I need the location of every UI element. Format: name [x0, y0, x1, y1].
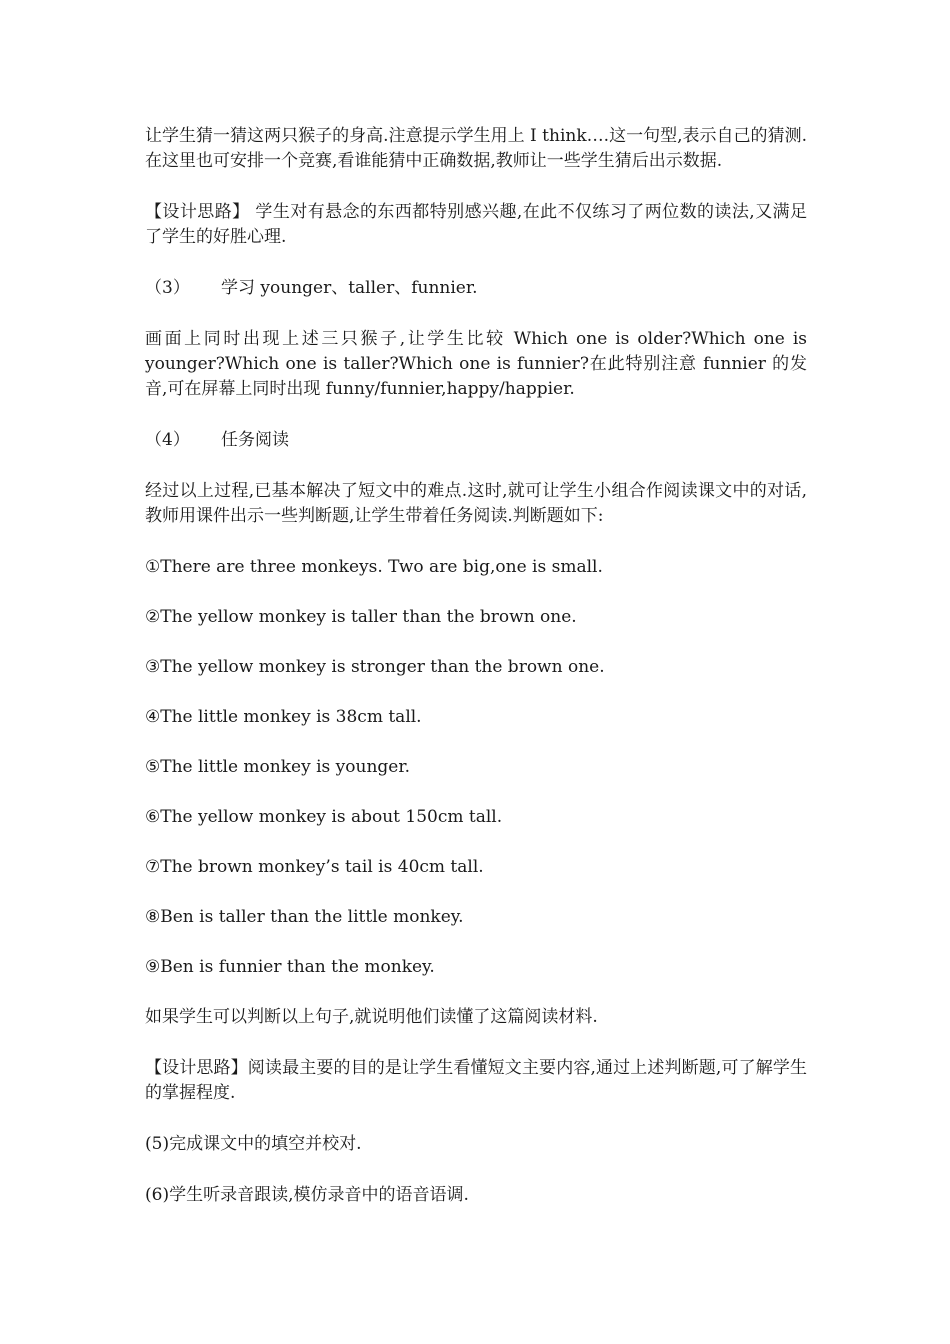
list-item: ⑤The little monkey is younger. [145, 757, 411, 777]
list-item: ⑦The brown monkey’s tail is 40cm tall. [145, 857, 484, 877]
section-heading-3 [145, 276, 807, 301]
section-heading-4 [145, 428, 807, 453]
document-page [145, 124, 807, 1234]
list-item: ④The little monkey is 38cm tall. [145, 707, 422, 727]
paragraph-design-idea-1: 【设计思路】 学生对有悬念的东西都特别感兴趣,在此不仅练习了两位数的读法,又满足了学生的好胜心理. [145, 202, 807, 247]
paragraph-guess-height: 让学生猜一猜这两只猴子的身高.注意提示学生用上 I think….这一句型,表示自己的猜测.在这里也可安排一个竞赛,看谁能猜中正确数据,教师让一些学生猜后出示数据. [145, 126, 807, 171]
list-item: ②The yellow monkey is taller than the brown one. [145, 607, 577, 627]
section-title-3: 学习 younger、taller、funnier. [221, 278, 478, 298]
paragraph-task-reading: 经过以上过程,已基本解决了短文中的难点.这时,就可让学生小组合作阅读课文中的对话,教师用课件出示一些判断题,让学生带着任务阅读.判断题如下: [145, 481, 807, 526]
list-item: ⑥The yellow monkey is about 150cm tall. [145, 807, 503, 827]
paragraph-step-5: (5)完成课文中的填空并校对. [145, 1134, 362, 1154]
section-number-3: （3） [145, 278, 190, 298]
list-item: ⑨Ben is funnier than the monkey. [145, 957, 435, 977]
section-title-4: 任务阅读 [221, 430, 289, 450]
paragraph-step-6: (6)学生听录音跟读,模仿录音中的语音语调. [145, 1185, 469, 1205]
list-item: ③The yellow monkey is stronger than the brown one. [145, 657, 605, 677]
list-item: ①There are three monkeys. Two are big,one is small. [145, 557, 603, 577]
list-item: ⑧Ben is taller than the little monkey. [145, 907, 464, 927]
section-number-4: （4） [145, 430, 190, 450]
paragraph-design-idea-2: 【设计思路】阅读最主要的目的是让学生看懂短文主要内容,通过上述判断题,可了解学生的掌握程度. [145, 1058, 807, 1103]
paragraph-judge-result: 如果学生可以判断以上句子,就说明他们读懂了这篇阅读材料. [145, 1007, 598, 1027]
paragraph-compare-monkeys: 画面上同时出现上述三只猴子,让学生比较 Which one is older?Which one is younger?Which one is taller?Which one is funnier?在此特别注意 funnier 的发音,可在屏幕上同时出现 funny/funnier,happy/happier. [145, 329, 807, 399]
